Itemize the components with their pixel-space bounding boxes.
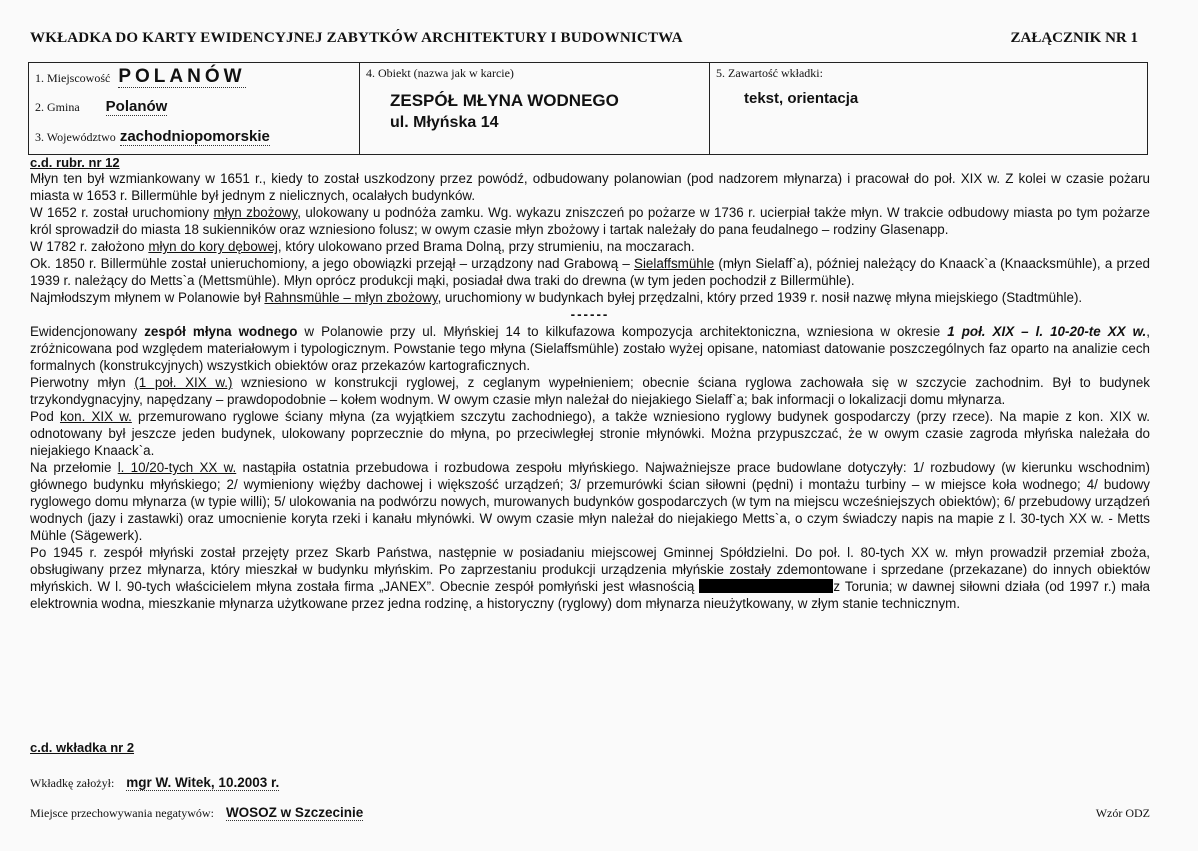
attachment-number: ZAŁĄCZNIK NR 1	[1010, 30, 1138, 46]
obiekt-value	[390, 90, 619, 134]
p2-text-b: , ulokowany u podnóża zamku. Wg. wykazu zniszczeń po pożarze w 1736 r. ucierpiał także młyn. W trakcie odbudowy miasta po tym pożarze król sprowadził do miasta 18 sukienników oraz wzniesiono folusz; w owym czasie młyn zbożowy i tartak należały do pana feudalnego – rodziny Glasenapp.	[30, 205, 1150, 237]
header-fields-box	[28, 62, 1148, 155]
p10-text-b: z Torunia; w dawnej siłowni działa (od 1997 r.) mała elektrownia wodna, mieszkanie młynarza użytkowane przez jedna rodzinę, a historyczny (ryglowy) dom młynarza nieużytkowany, w złym stanie technicznym.	[30, 579, 1150, 611]
paragraph-5	[30, 289, 1150, 306]
paragraph-3	[30, 238, 1150, 255]
p10-text-a: Po 1945 r. zespół młyński został przejęty przez Skarb Państwa, następnie w posiadaniu miejscowej Gminnej Spółdzielni. Do poł. l. 80-tych XX w. młyn prowadził przemiał zboża, obsługiwany przez młynarza, który mieszkał w budynku młyńskim. Po zaprzestaniu produkcji urządzenia młyńskie zostały zdemontowane i sprzedane (przekazane) do innych obiektów młyńskich. W l. 90-tych właścicielem młyna została firma „JANEX”. Obecnie zespół pomłyński jest własnością	[30, 545, 1150, 594]
redaction-bar	[699, 579, 833, 593]
p5-text-b: , uruchomiony w budynkach byłej przędzalni, który przed 1939 r. nosił nazwę młyna miejskiego (Stadtmühle).	[437, 290, 1083, 305]
paragraph-4	[30, 255, 1150, 289]
p6-bold-italic: 1 poł. XIX – l. 10-20-te XX w.	[947, 324, 1147, 339]
p9-text-b: nastąpiła ostatnia przebudowa i rozbudowa zespołu młyńskiego. Najważniejsze prace budowlane dotyczyły: 1/ rozbudowy (w kierunku wschodnim) głównego budynku młyńskiego; 2/ wymieniony więźby dachowej i większość urządzeń; 3/ przemurówki ścian siłowni (pędni) i montażu turbiny – w miejsce koła wodnego; 4/ budowy ryglowego domu młynarza (w typie willi); 5/ ulokowania na podwórzu nowych, murowanych budynków gospodarczych (w tym na miejscu wcześniejszych obiektów); 6/ przebudowy urządzeń wodnych (jazy i zastawki) oraz umocnienie koryta rzeki i kanału młynówki. W owym czasie młyn należał do niejakiego Metts`a, o czym świadczy napis na mapie z l. 30-tych XX w. - Metts Mühle (Sägewerk).	[30, 460, 1150, 543]
p7-text-b: wzniesiono w konstrukcji ryglowej, z ceglanym wypełnieniem; obecnie ściana ryglowa zachowała się w szczycie zachodnim. Był to budynek trzykondygnacyjny, napędzany – prawdopodobnie – kołem wodnym. W owym czasie młyn należał do niejakiego Sielaff`a; bak informacji o lokalizacji domu młynarza.	[30, 375, 1150, 407]
rubric-heading: c.d. rubr. nr 12	[30, 155, 120, 170]
paragraph-10	[30, 544, 1150, 612]
gmina-row	[35, 99, 167, 116]
p8-underlined: kon. XIX w.	[59, 409, 132, 424]
p4-underlined: Sielaffsmühle	[634, 256, 715, 271]
p7-underlined: (1 poł. XIX w.)	[134, 375, 233, 390]
section-separator: ------	[570, 307, 610, 322]
p4-text-a: Ok. 1850 r. Billermühle został unieruchomiony, a jego obowiązki przejął – urządzony nad Grabową –	[30, 256, 635, 271]
zawartosc-value: tekst, orientacja	[744, 90, 859, 107]
p9-underlined: l. 10/20-tych XX w.	[117, 460, 237, 475]
p6-text-b: w Polanowie przy ul. Młyńskiej 14 to kilkufazowa kompozycja architektoniczna, wzniesiona w okresie	[297, 324, 948, 339]
p6-bold: zespół młyna wodnego	[144, 324, 298, 339]
zalozyl-value: mgr W. Witek, 10.2003 r.	[126, 775, 280, 790]
author-row	[30, 776, 279, 791]
p3-text-a: W 1782 r. założono	[30, 239, 149, 254]
p8-text-a: Pod	[30, 409, 60, 424]
obiekt-address: ul. Młyńska 14	[390, 114, 499, 131]
document-title: WKŁADKA DO KARTY EWIDENCYJNEJ ZABYTKÓW ARCHITEKTURY I BUDOWNICTWA	[30, 30, 683, 46]
miejscowosc-value: POLANÓW	[118, 66, 246, 87]
p2-text-a: W 1652 r. został uruchomiony	[30, 205, 214, 220]
p5-underlined: Rahnsmühle – młyn zbożowy	[264, 290, 438, 305]
continuation-note: c.d. wkładka nr 2	[30, 740, 135, 755]
wojewodztwo-label: 3. Województwo	[35, 130, 116, 144]
miejscowosc-row	[35, 67, 246, 88]
paragraph-6	[30, 323, 1150, 374]
zalozyl-label: Wkładkę założył:	[30, 776, 115, 790]
p6-text-c: , zróżnicowana pod względem materiałowym i typologicznym. Powstanie tego młyna (Sielaffsmühle) zostało wyżej opisane, natomiast datowanie poszczególnych faz oparto na analizie cech formalnych (konstrukcyjnych) wszystkich obiektów oraz przekazów kartograficznych.	[30, 324, 1150, 373]
negatywy-value: WOSOZ w Szczecinie	[225, 805, 364, 820]
obiekt-name: ZESPÓŁ MŁYNA WODNEGO	[390, 91, 619, 110]
negatywy-label: Miejsce przechowywania negatywów:	[30, 806, 214, 820]
p9-text-a: Na przełomie	[30, 460, 118, 475]
p3-text-b: , który ulokowano przed Brama Dolną, przy strumieniu, na moczarach.	[277, 239, 695, 254]
wojewodztwo-row	[35, 129, 270, 146]
obiekt-label: 4. Obiekt (nazwa jak w karcie)	[366, 66, 514, 80]
p5-text-a: Najmłodszym młynem w Polanowie był	[30, 290, 265, 305]
p7-text-a: Pierwotny młyn	[30, 375, 135, 390]
negatives-row	[30, 806, 363, 821]
object-column	[359, 63, 710, 154]
p2-underlined: młyn zbożowy	[213, 205, 298, 220]
p4-text-b: (młyn Sielaff`a), później należący do Knaack`a (Knaacksmühle), a przed 1939 r. należący do Metts`a (Mettsmühle). Młyn oprócz produkcji mąki, posiadał dwa traki do drewna (w tym jeden pochodził z Billermühle).	[30, 256, 1150, 288]
p8-text-b: przemurowano ryglowe ściany młyna (za wyjątkiem szczytu zachodniego), a także wzniesiono ryglowy budynek gospodarczy (przy rzece). Na mapie z kon. XIX w. odnotowany był jeszcze jeden budynek, ulokowany poprzecznie do młyna, po przeciwległej stronie młynówki. Można przypuszczać, że w owym czasie zagroda młyńska należała do niejakiego Knaack`a.	[30, 409, 1150, 458]
p3-underlined: młyn do kory dębowej	[148, 239, 278, 254]
p6-text-a: Ewidencjonowany	[30, 324, 145, 339]
wojewodztwo-value: zachodniopomorskie	[119, 128, 270, 145]
location-column	[29, 63, 359, 154]
paragraph-9	[30, 459, 1150, 544]
paragraph-8	[30, 408, 1150, 459]
paragraph-1: Młyn ten był wzmiankowany w 1651 r., kiedy to został uszkodzony przez powódź, odbudowany polanowian (pod nadzorem młynarza) i pracował do poł. XIX w. Z kolei w czasie pożaru miasta w 1653 r. Billermühle był jednym z nielicznych, ocalałych budynków.	[30, 171, 1150, 203]
gmina-label: 2. Gmina	[35, 100, 80, 114]
content-column	[709, 63, 1147, 154]
paragraph-7	[30, 374, 1150, 408]
document-body	[30, 170, 1150, 612]
gmina-value: Polanów	[105, 98, 168, 115]
paragraph-2	[30, 204, 1150, 238]
form-template-label: Wzór ODZ	[1095, 806, 1150, 820]
zawartosc-label: 5. Zawartość wkładki:	[716, 66, 823, 80]
miejscowosc-label: 1. Miejscowość	[35, 71, 111, 85]
